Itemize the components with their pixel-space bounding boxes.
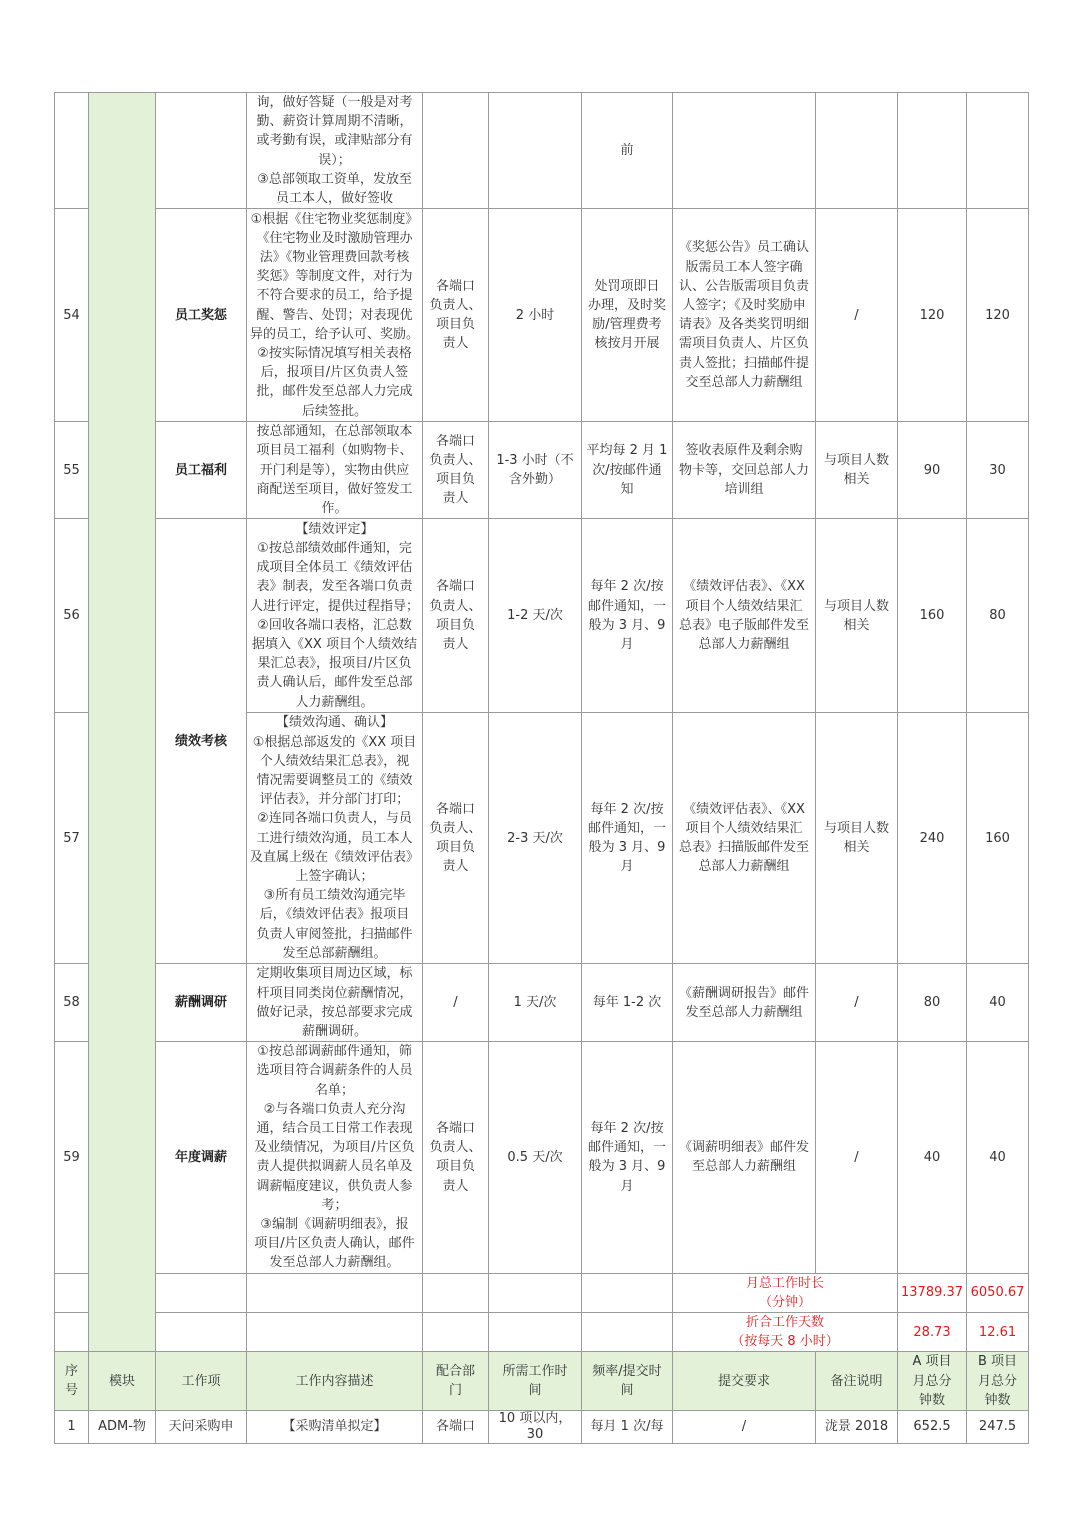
work-item-name: [156, 1313, 247, 1352]
cooperating-dept: [423, 1273, 489, 1312]
remark-line: 与项目人数: [823, 821, 889, 837]
cooperating-dept: [423, 713, 489, 964]
module-cell: [89, 93, 156, 1352]
cooperating-dept-line: 责人: [442, 1178, 469, 1194]
header-requirement-line: 提交要求: [717, 1373, 770, 1389]
frequency-line: 般为 3 月、9: [588, 1159, 666, 1175]
work-description: [247, 422, 423, 519]
work-description-line: 《住宅物业及时激励管理办: [256, 230, 413, 246]
work-description-line: 询，做好答疑（一般是对考: [256, 95, 413, 110]
frequency-line: 般为 3 月、9: [588, 840, 666, 856]
header-project-a: [898, 1352, 967, 1411]
submission-requirement: [673, 209, 816, 422]
project-a-minutes: [898, 93, 967, 209]
submission-requirement-line: 《绩效评估表》、《XX: [683, 801, 805, 817]
header-frequency: [582, 1352, 673, 1411]
remark-line: /: [854, 1149, 859, 1165]
work-description-line: ①根据总部返发的《XX 项目: [252, 734, 417, 750]
work-description-line: 后续签批。: [301, 403, 367, 419]
work-description-line: 名单；: [314, 1082, 354, 1098]
cooperating-dept-line: 各端口: [435, 579, 475, 595]
cooperating-dept-line: 负责人、: [429, 453, 482, 469]
remark-line: 相关: [843, 617, 870, 633]
row-number: 58: [55, 964, 89, 1042]
summary-b: 12.61: [967, 1313, 1029, 1352]
summary-row: [55, 1273, 1029, 1312]
work-description-line: 负责人审阅签批，扫描邮件: [256, 926, 413, 942]
work-item-table: [54, 92, 1029, 1444]
header-project-b-line: 钟数: [984, 1392, 1011, 1408]
header-project-a-line: 月总分: [912, 1373, 952, 1389]
work-description-line: 后，报项目/片区负责人签: [260, 365, 409, 381]
cooperating-dept-line: 责人: [442, 336, 469, 352]
cooperating-dept: [423, 422, 489, 519]
work-description-line: 项目/片区负责人确认，邮件: [254, 1236, 415, 1252]
work-item-name: [156, 93, 247, 209]
work-description-line: ③总部领取工资单，发放至: [257, 171, 412, 187]
work-description-line: 后，《绩效评估表》报项目: [259, 907, 410, 923]
cooperating-dept: [423, 964, 489, 1042]
work-description-line: 责人确认后，邮件发至总部: [256, 675, 413, 691]
work-description-line: ①根据《住宅物业奖惩制度》: [250, 211, 419, 227]
submission-requirement-line: 《调薪明细表》邮件发: [678, 1140, 809, 1156]
summary-row: [55, 1313, 1029, 1352]
summary-label-line: 月总工作时长: [745, 1275, 824, 1291]
header-dept: [423, 1352, 489, 1411]
cooperating-dept-line: 各端口: [435, 1121, 475, 1137]
frequency-line: 次/按邮件通: [592, 462, 662, 478]
frequency-line: 励/管理费考: [592, 317, 662, 333]
required-time-line: 0.5 天/次: [507, 1149, 563, 1165]
project-b-minutes: 247.5: [967, 1411, 1029, 1444]
project-a-minutes: 240: [898, 713, 967, 964]
frequency: [582, 93, 673, 209]
submission-requirement-line: 总表》电子版邮件发至: [678, 617, 809, 633]
submission-requirement-line: 签收表原件及剩余购: [685, 443, 803, 459]
cooperating-dept-line: 责人: [442, 859, 469, 875]
project-b-minutes: 40: [967, 1042, 1029, 1273]
work-description-line: 及直属上级在《绩效评估表》: [250, 849, 420, 865]
work-item-name: 员工福利: [156, 422, 247, 519]
required-time: [489, 422, 582, 519]
cooperating-dept-line: 项目负: [435, 317, 475, 333]
work-item-name: 年度调薪: [156, 1042, 247, 1273]
header-project-b-line: 月总分: [978, 1373, 1018, 1389]
work-description: [247, 209, 423, 422]
remark-line: /: [854, 995, 859, 1011]
work-description-line: 误）；: [318, 152, 351, 168]
remark: [816, 964, 898, 1042]
project-b-minutes: [967, 93, 1029, 209]
table-row: [55, 1042, 1029, 1273]
remark: [816, 93, 898, 209]
summary-label-line: （分钟）: [758, 1294, 811, 1310]
frequency-line: 每年 2 次/按: [590, 1121, 664, 1137]
cooperating-dept-line: 各端口: [435, 278, 475, 294]
cooperating-dept-line: 负责人、: [429, 1140, 482, 1156]
project-a-minutes: 80: [898, 964, 967, 1042]
required-time-line: 1-3 小时（不: [496, 453, 574, 469]
frequency: [582, 964, 673, 1042]
header-frequency-line: 频率/提交时: [592, 1364, 662, 1380]
header-time-line: 所需工作时: [502, 1364, 568, 1380]
submission-requirement-line: 交至总部人力薪酬组: [685, 374, 803, 390]
remark-line: 相关: [843, 472, 870, 488]
frequency: [582, 209, 673, 422]
work-description-line: 通，结合员工日常工作表现: [256, 1121, 413, 1137]
frequency-line: 办理，及时奖: [587, 298, 666, 314]
required-time-line: 含外勤）: [508, 472, 561, 488]
remark: [816, 422, 898, 519]
work-description: [247, 1273, 423, 1312]
row-number: 55: [55, 422, 89, 519]
table-row: [55, 93, 1029, 209]
row-number: [55, 93, 89, 209]
frequency-line: 核按月开展: [594, 336, 660, 352]
frequency: 每月 1 次/每: [582, 1411, 673, 1444]
header-work-item: [156, 1352, 247, 1411]
work-description-line: 不符合要求的员工，给予提: [256, 288, 413, 304]
work-description-line: 醒、警告、处罚；对表现优: [256, 307, 413, 323]
header-dept-line: 配合部: [435, 1364, 475, 1380]
submission-requirement: [673, 964, 816, 1042]
work-description-line: 法》《物业管理费回款考核: [259, 250, 410, 265]
work-description-line: 【绩效沟通、确认】: [275, 715, 393, 731]
cooperating-dept-line: 项目负: [435, 840, 475, 856]
cooperating-dept: 各端口: [423, 1411, 489, 1444]
work-description-line: 杆项目同类岗位薪酬情况，: [256, 985, 413, 1001]
work-description-line: 考；: [321, 1197, 348, 1213]
column-header-row: [55, 1352, 1029, 1411]
frequency-line: 月: [620, 636, 634, 652]
frequency-line: 每年 1-2 次: [592, 995, 662, 1011]
row-number: 1: [55, 1411, 89, 1444]
table-row: [55, 964, 1029, 1042]
submission-requirement-line: 发至总部人力薪酬组: [685, 1004, 803, 1020]
work-description-line: 发至总部薪酬组。: [282, 945, 387, 961]
cooperating-dept-line: 各端口: [435, 433, 475, 449]
cooperating-dept-line: 项目负: [435, 617, 475, 633]
row-number: [55, 1313, 89, 1352]
required-time-line: 1 天/次: [513, 995, 557, 1011]
header-time-line: 间: [528, 1383, 542, 1399]
submission-requirement: [673, 713, 816, 964]
work-description-line: 奖惩》等制度文件，对行为: [256, 269, 413, 285]
frequency-line: 知: [620, 481, 634, 497]
cooperating-dept-line: 责人: [442, 636, 469, 652]
work-description-line: 勤、薪资计算周期不清晰，: [256, 114, 413, 130]
cooperating-dept: [423, 1313, 489, 1352]
cooperating-dept-line: 责人: [442, 491, 469, 507]
table-row: [55, 1411, 1029, 1444]
required-time-line: 2-3 天/次: [507, 830, 563, 846]
required-time-line: 2 小时: [515, 307, 555, 323]
work-description-line: 个人绩效结果汇总表》，视: [259, 753, 410, 769]
work-item-name: [156, 1273, 247, 1312]
frequency-line: 平均每 2 月 1: [586, 443, 668, 459]
work-description: 【采购清单拟定】: [247, 1411, 423, 1444]
work-description-line: 或考勤有误，或津贴部分有: [256, 133, 413, 149]
project-b-minutes: 40: [967, 964, 1029, 1042]
frequency: [582, 519, 673, 713]
remark-line: 与项目人数: [823, 598, 889, 614]
cooperating-dept-line: 项目负: [435, 1159, 475, 1175]
project-b-minutes: 80: [967, 519, 1029, 713]
header-work-item-line: 工作项: [181, 1373, 221, 1389]
summary-a: 28.73: [898, 1313, 967, 1352]
submission-requirement-line: 认、公告版需项目负责: [678, 278, 809, 294]
module-cell: ADM-物: [89, 1411, 156, 1444]
row-number: 56: [55, 519, 89, 713]
frequency-line: 每年 2 次/按: [590, 579, 664, 595]
header-project-a-line: 钟数: [919, 1392, 946, 1408]
cooperating-dept: [423, 209, 489, 422]
frequency-line: 每年 2 次/按: [590, 801, 664, 817]
cooperating-dept-line: 负责人、: [429, 821, 482, 837]
work-item-name: 天问采购申: [156, 1411, 247, 1444]
header-remark-line: 备注说明: [830, 1373, 883, 1389]
work-description-line: ②回收各端口表格，汇总数: [257, 617, 412, 633]
work-description-line: ①按总部调薪邮件通知，筛: [257, 1044, 412, 1060]
work-description-line: 作。: [321, 501, 348, 517]
header-dept-line: 门: [448, 1383, 462, 1399]
submission-requirement-line: 物卡等，交回总部人力: [678, 462, 809, 478]
work-description-line: 薪酬调研。: [301, 1023, 367, 1039]
summary-label-line: （按每天 8 小时）: [731, 1334, 839, 1350]
required-time: [489, 519, 582, 713]
submission-requirement-line: 培训组: [724, 481, 764, 497]
submission-requirement-line: 《绩效评估表》、《XX: [683, 579, 805, 595]
frequency-line: 般为 3 月、9: [588, 617, 666, 633]
submission-requirement-line: 责人签批；扫描邮件提: [678, 355, 809, 371]
submission-requirement-line: 总表》扫描版邮件发至: [678, 840, 809, 856]
remark: [816, 519, 898, 713]
frequency-line: 处罚项即日: [594, 278, 660, 294]
submission-requirement-line: 《奖惩公告》员工确认: [678, 240, 809, 256]
work-item-name: 薪酬调研: [156, 964, 247, 1042]
work-description-line: 成项目全体员工《绩效评估: [256, 560, 413, 576]
required-time: [489, 1273, 582, 1312]
row-number: 54: [55, 209, 89, 422]
remark-line: 相关: [843, 840, 870, 856]
cooperating-dept-line: 各端口: [435, 801, 475, 817]
cooperating-dept: [423, 519, 489, 713]
work-description-line: ②按实际情况填写相关表格: [257, 346, 412, 362]
summary-b: 6050.67: [967, 1273, 1029, 1312]
submission-requirement-line: 总部人力薪酬组: [698, 859, 790, 875]
header-number: [55, 1352, 89, 1411]
work-description-line: 上签字确认；: [295, 869, 374, 885]
remark: [816, 713, 898, 964]
cooperating-dept-line: 负责人、: [429, 598, 482, 614]
work-description-line: 【绩效评定】: [295, 521, 374, 537]
remark: [816, 1042, 898, 1273]
header-description-line: 工作内容描述: [295, 1373, 374, 1389]
required-time: [489, 209, 582, 422]
required-time-line: 1-2 天/次: [507, 608, 563, 624]
frequency: [582, 1273, 673, 1312]
work-description-line: 及业绩情况，为项目/片区负: [254, 1140, 415, 1156]
submission-requirement: [673, 1042, 816, 1273]
frequency: [582, 1313, 673, 1352]
work-description-line: 情况需要调整员工的《绩效: [256, 773, 413, 789]
header-project-a-line: A 项目: [912, 1354, 952, 1370]
frequency: [582, 1042, 673, 1273]
work-description-line: 选项目符合调薪条件的人员: [256, 1063, 413, 1079]
work-description-line: 调薪幅度建议，供负责人参: [256, 1178, 413, 1194]
frequency: [582, 713, 673, 964]
table-row: [55, 209, 1029, 422]
work-description-line: 开门利是等），实物由供应: [259, 462, 410, 478]
required-time: [489, 964, 582, 1042]
work-description: [247, 1313, 423, 1352]
cooperating-dept-line: /: [453, 995, 458, 1011]
submission-requirement-line: 人签字；《及时奖励申: [682, 298, 806, 314]
row-number: 57: [55, 713, 89, 964]
submission-requirement-line: 需项目负责人、片区负: [678, 336, 809, 352]
work-description-line: ②连同各端口负责人，与员: [257, 811, 412, 827]
header-frequency-line: 间: [620, 1383, 634, 1399]
project-a-minutes: 120: [898, 209, 967, 422]
submission-requirement-line: 请表》及各类奖罚明细: [678, 317, 809, 333]
work-description-line: 据填入《XX 项目个人绩效结: [252, 636, 417, 652]
header-module: [89, 1352, 156, 1411]
work-description-line: 项目员工福利（如购物卡、: [256, 443, 413, 459]
remark: 泷景 2018: [816, 1411, 898, 1444]
frequency-line: 邮件通知，一: [587, 1140, 666, 1156]
summary-label: [673, 1273, 898, 1312]
work-description: [247, 964, 423, 1042]
required-time: [489, 1042, 582, 1273]
summary-label-line: 折合工作天数: [745, 1315, 824, 1331]
submission-requirement-line: 版需员工本人签字确: [685, 259, 803, 275]
work-description-line: 表》制表，发至各端口负责: [256, 579, 413, 595]
work-description-line: 发至总部人力薪酬组。: [269, 1255, 400, 1271]
remark-line: 与项目人数: [823, 453, 889, 469]
summary-label: [673, 1313, 898, 1352]
header-number-line: 号: [64, 1383, 78, 1399]
row-number: [55, 1273, 89, 1312]
frequency: [582, 422, 673, 519]
required-time: [489, 713, 582, 964]
project-b-minutes: 120: [967, 209, 1029, 422]
submission-requirement-line: 项目个人绩效结果汇: [685, 821, 803, 837]
work-description-line: 评估表》，并分部门打印；: [259, 792, 410, 808]
table-row: [55, 519, 1029, 713]
work-description-line: 批，邮件发至总部人力完成: [256, 384, 413, 400]
required-time: 10 项以内，30: [489, 1411, 582, 1444]
project-a-minutes: 160: [898, 519, 967, 713]
work-description: [247, 93, 423, 209]
header-time: [489, 1352, 582, 1411]
project-a-minutes: 652.5: [898, 1411, 967, 1444]
cooperating-dept: [423, 1042, 489, 1273]
submission-requirement: [673, 93, 816, 209]
remark: [816, 209, 898, 422]
work-description-line: ③编制《调薪明细表》，报: [260, 1217, 409, 1233]
cooperating-dept-line: 负责人、: [429, 298, 482, 314]
submission-requirement: [673, 422, 816, 519]
project-a-minutes: 40: [898, 1042, 967, 1273]
frequency-line: 月: [620, 1178, 634, 1194]
submission-requirement: /: [673, 1411, 816, 1444]
required-time: [489, 1313, 582, 1352]
work-description: [247, 1042, 423, 1273]
cooperating-dept-line: 项目负: [435, 472, 475, 488]
submission-requirement-line: 项目个人绩效结果汇: [685, 598, 803, 614]
cooperating-dept: [423, 93, 489, 209]
summary-a: 13789.37: [898, 1273, 967, 1312]
table-row: [55, 422, 1029, 519]
header-remark: [816, 1352, 898, 1411]
header-module-line: 模块: [108, 1373, 135, 1389]
work-description-line: 异的员工，给予认可、奖励。: [250, 326, 420, 342]
header-number-line: 序: [64, 1364, 78, 1380]
project-a-minutes: 90: [898, 422, 967, 519]
header-requirement: [673, 1352, 816, 1411]
work-description-line: 工进行绩效沟通，员工本人: [256, 830, 413, 846]
remark-line: /: [854, 307, 859, 323]
header-description: [247, 1352, 423, 1411]
work-description-line: 商配送至项目，做好签发工: [256, 481, 413, 497]
work-description-line: ③所有员工绩效沟通完毕: [263, 888, 406, 904]
header-project-b-line: B 项目: [978, 1354, 1018, 1370]
project-b-minutes: 30: [967, 422, 1029, 519]
required-time: [489, 93, 582, 209]
project-b-minutes: 160: [967, 713, 1029, 964]
work-description-line: 人进行评定，提供过程指导；: [250, 598, 420, 614]
submission-requirement: [673, 519, 816, 713]
work-description-line: 按总部通知，在总部领取本: [256, 424, 413, 440]
submission-requirement-line: 《薪酬调研报告》邮件: [678, 985, 809, 1001]
work-item-name: 绩效考核: [156, 519, 247, 964]
submission-requirement-line: 总部人力薪酬组: [698, 636, 790, 652]
work-description-line: 定期收集项目周边区域，标: [256, 966, 413, 982]
work-description-line: ①按总部绩效邮件通知，完: [257, 540, 412, 556]
work-description-line: ②与各端口负责人充分沟: [263, 1101, 406, 1117]
work-description-line: 责人提供拟调薪人员名单及: [256, 1159, 413, 1175]
frequency-line: 月: [620, 859, 634, 875]
frequency-line: 前: [620, 143, 634, 158]
work-description-line: 果汇总表》，报项目/片区负: [257, 656, 412, 672]
frequency-line: 邮件通知，一: [587, 598, 666, 614]
submission-requirement-line: 至总部人力薪酬组: [691, 1159, 796, 1175]
work-description: [247, 713, 423, 964]
work-description: [247, 519, 423, 713]
work-description-line: 做好记录，按总部要求完成: [256, 1004, 413, 1020]
row-number: 59: [55, 1042, 89, 1273]
work-description-line: 员工本人，做好签收: [275, 191, 393, 207]
work-description-line: 人力薪酬组。: [295, 694, 374, 710]
work-item-name: 员工奖惩: [156, 209, 247, 422]
frequency-line: 邮件通知，一: [587, 821, 666, 837]
header-project-b: [967, 1352, 1029, 1411]
